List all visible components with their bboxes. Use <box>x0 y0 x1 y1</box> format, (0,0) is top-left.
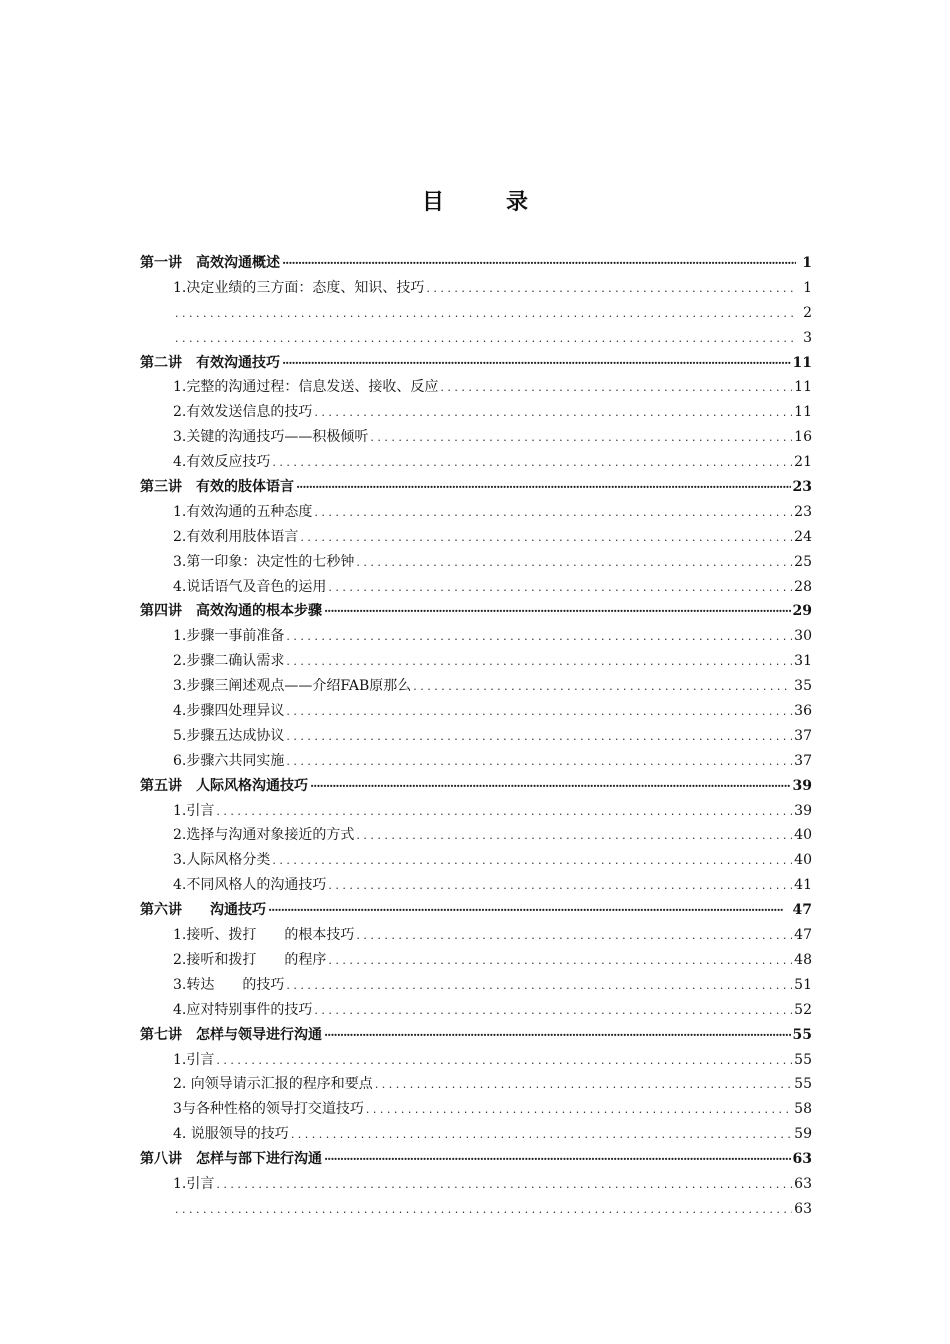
toc-entry-label: 2.选择与沟通对象接近的方式 <box>173 827 355 844</box>
dot-leader <box>356 550 792 576</box>
toc-chapter-entry[interactable] <box>140 898 812 923</box>
toc-page-number: 1 <box>803 279 812 296</box>
toc-page-number: 39 <box>794 802 812 819</box>
dot-leader <box>324 599 791 624</box>
toc-section-entry[interactable] <box>140 873 812 898</box>
toc-page-number: 55 <box>794 1076 812 1093</box>
toc-page-number: 37 <box>794 727 812 744</box>
toc-entry-label: 1.引言 <box>173 802 215 819</box>
toc-entry-label: 2.有效利用肢体语言 <box>173 528 299 545</box>
dot-leader <box>286 699 792 725</box>
toc-section-entry[interactable] <box>140 326 812 351</box>
toc-entry-label: 1.引言 <box>173 1175 215 1192</box>
dot-leader <box>300 525 792 551</box>
toc-section-entry[interactable] <box>140 301 812 326</box>
toc-page-number: 31 <box>794 653 812 670</box>
dot-leader <box>296 475 791 500</box>
toc-section-entry[interactable] <box>140 375 812 400</box>
toc-page-number: 11 <box>794 379 812 396</box>
dot-leader <box>216 1172 792 1198</box>
toc-section-entry[interactable] <box>140 500 812 525</box>
toc-entry-label: 2. 向领导请示汇报的程序和要点 <box>173 1076 373 1093</box>
toc-entry-label: 3.关键的沟通技巧——积极倾听 <box>173 429 369 446</box>
toc-section-entry[interactable] <box>140 550 812 575</box>
dot-leader <box>286 749 792 775</box>
dot-leader <box>291 1122 792 1148</box>
toc-entry-label: 3.人际风格分类 <box>173 852 271 869</box>
dot-leader <box>328 873 792 899</box>
dot-leader <box>314 500 792 526</box>
toc-page-number: 63 <box>794 1200 812 1217</box>
dot-leader <box>216 799 792 825</box>
toc-page-number: 58 <box>794 1101 812 1118</box>
toc-page-number: 52 <box>794 1001 812 1018</box>
toc-entry-label: 1.引言 <box>173 1051 215 1068</box>
toc-page-number: 29 <box>792 603 812 620</box>
dot-leader <box>175 1197 792 1223</box>
toc-page-number: 24 <box>794 528 812 545</box>
toc-chapter-entry[interactable] <box>140 475 812 500</box>
dot-leader <box>375 1072 792 1098</box>
title-char-2: 录 <box>506 189 529 215</box>
toc-entry-label: 第八讲 怎样与部下进行沟通 <box>140 1151 322 1168</box>
dot-leader <box>440 375 792 401</box>
toc-section-entry[interactable] <box>140 799 812 824</box>
toc-entry-label: 3与各种性格的领导打交道技巧 <box>173 1101 364 1118</box>
toc-section-entry[interactable] <box>140 848 812 873</box>
toc-chapter-entry[interactable] <box>140 1147 812 1172</box>
dot-leader <box>328 948 792 974</box>
toc-section-entry[interactable] <box>140 425 812 450</box>
toc-entry-label: 第七讲 怎样与领导进行沟通 <box>140 1026 322 1043</box>
toc-chapter-entry[interactable] <box>140 599 812 624</box>
toc-entry-label: 4. 说服领导的技巧 <box>173 1126 289 1143</box>
dot-leader <box>175 326 796 352</box>
toc-section-entry[interactable] <box>140 998 812 1023</box>
toc-entry-label: 1.有效沟通的五种态度 <box>173 503 313 520</box>
toc-entry-label: 4.说话语气及音色的运用 <box>173 578 327 595</box>
toc-page-number: 41 <box>794 877 812 894</box>
toc-section-entry[interactable] <box>140 624 812 649</box>
toc-page-number: 47 <box>794 927 812 944</box>
toc-entry-label: 第一讲 高效沟通概述 <box>140 255 280 271</box>
toc-section-entry[interactable] <box>140 1048 812 1073</box>
toc-entry-label: 第六讲 沟通技巧 <box>140 902 266 919</box>
toc-entry-label: 1.决定业绩的三方面：态度、知识、技巧 <box>173 279 425 296</box>
toc-page-number: 63 <box>794 1175 812 1192</box>
toc-entry-label: 4.有效反应技巧 <box>173 454 271 471</box>
dot-leader <box>272 450 792 476</box>
toc-section-entry[interactable] <box>140 1122 812 1147</box>
dot-leader <box>324 1023 791 1048</box>
dot-leader <box>324 1147 791 1172</box>
toc-section-entry[interactable] <box>140 1197 812 1222</box>
toc-page-number: 47 <box>792 902 812 919</box>
toc-page-number: 37 <box>794 752 812 769</box>
toc-entry-label: 第四讲 高效沟通的根本步骤 <box>140 603 322 620</box>
dot-leader <box>426 276 796 302</box>
toc-section-entry[interactable] <box>140 1172 812 1197</box>
toc-entry-label: 4.不同风格人的沟通技巧 <box>173 877 327 894</box>
toc-entry-label: 6.步骤六共同实施 <box>173 752 285 769</box>
toc-entry-label: 5.步骤五达成协议 <box>173 727 285 744</box>
toc-section-entry[interactable] <box>140 276 812 301</box>
dot-leader <box>286 724 792 750</box>
toc-section-entry[interactable] <box>140 525 812 550</box>
toc-page-number: 11 <box>792 354 812 371</box>
toc-page-number: 51 <box>794 976 812 993</box>
toc-section-entry[interactable] <box>140 674 812 699</box>
toc-entry-label: 2.步骤二确认需求 <box>173 653 285 670</box>
toc-page-number: 1 <box>802 255 812 271</box>
dot-leader <box>314 400 792 426</box>
toc-section-entry[interactable] <box>140 948 812 973</box>
dot-leader <box>370 425 792 451</box>
toc-chapter-entry[interactable] <box>140 251 812 276</box>
toc-page-number: 39 <box>792 777 812 794</box>
toc-entry-label: 1.完整的沟通过程：信息发送、接收、反应 <box>173 379 439 396</box>
toc-section-entry[interactable] <box>140 823 812 848</box>
toc-section-entry[interactable] <box>140 749 812 774</box>
toc-entry-label: 4.步骤四处理异议 <box>173 703 285 720</box>
toc-page-number: 25 <box>794 553 812 570</box>
dot-leader <box>356 923 792 949</box>
toc-section-entry[interactable] <box>140 649 812 674</box>
toc-page-number: 48 <box>794 951 812 968</box>
toc-entry-label: 第三讲 有效的肢体语言 <box>140 479 294 496</box>
dot-leader <box>282 351 791 376</box>
table-of-contents <box>140 251 812 1222</box>
toc-page-number: 59 <box>794 1126 812 1143</box>
dot-leader <box>286 649 792 675</box>
dot-leader <box>286 624 792 650</box>
toc-page-number: 40 <box>794 852 812 869</box>
toc-page-number: 63 <box>792 1151 812 1168</box>
toc-page-number: 11 <box>794 404 812 421</box>
dot-leader <box>216 1048 792 1074</box>
dot-leader <box>366 1097 792 1123</box>
dot-leader <box>282 251 796 276</box>
toc-entry-label: 3.步骤三阐述观点——介绍FAB原那么 <box>173 678 412 695</box>
toc-section-entry[interactable] <box>140 575 812 600</box>
toc-section-entry[interactable] <box>140 973 812 998</box>
toc-page-number: 2 <box>803 304 812 321</box>
title-char-1: 目 <box>421 189 444 215</box>
toc-section-entry[interactable] <box>140 724 812 749</box>
toc-section-entry[interactable] <box>140 1072 812 1097</box>
toc-entry-label: 1.步骤一事前准备 <box>173 628 285 645</box>
dot-leader <box>413 674 792 700</box>
toc-page-number: 55 <box>792 1026 812 1043</box>
toc-section-entry[interactable] <box>140 1097 812 1122</box>
toc-entry-label: 第二讲 有效沟通技巧 <box>140 354 280 371</box>
toc-section-entry[interactable] <box>140 450 812 475</box>
dot-leader <box>314 998 792 1024</box>
toc-page-number: 55 <box>794 1051 812 1068</box>
toc-page-number: 28 <box>794 578 812 595</box>
toc-entry-label: 2.有效发送信息的技巧 <box>173 404 313 421</box>
toc-page-number: 21 <box>794 454 812 471</box>
toc-page-number: 40 <box>794 827 812 844</box>
toc-page-number: 16 <box>794 429 812 446</box>
dot-leader <box>175 301 796 327</box>
toc-entry-label: 4.应对特别事件的技巧 <box>173 1001 313 1018</box>
toc-entry-label: 3.转达 的技巧 <box>173 976 285 993</box>
toc-section-entry[interactable] <box>140 923 812 948</box>
toc-page-number: 23 <box>794 503 812 520</box>
toc-section-entry[interactable] <box>140 400 812 425</box>
toc-entry-label: 第五讲 人际风格沟通技巧 <box>140 777 308 794</box>
toc-page-number: 23 <box>792 479 812 496</box>
toc-chapter-entry[interactable] <box>140 351 812 376</box>
toc-chapter-entry[interactable] <box>140 1023 812 1048</box>
toc-entry-label: 2.接听和拨打 的程序 <box>173 951 327 968</box>
toc-title <box>0 185 950 216</box>
dot-leader <box>356 823 792 849</box>
toc-page-number: 3 <box>803 329 812 346</box>
toc-page-number: 30 <box>794 628 812 645</box>
dot-leader <box>328 575 792 601</box>
toc-entry-label: 1.接听、拨打 的根本技巧 <box>173 927 355 944</box>
dot-leader <box>286 973 792 999</box>
dot-leader <box>310 774 791 799</box>
toc-page-number: 35 <box>794 678 812 695</box>
toc-section-entry[interactable] <box>140 699 812 724</box>
toc-entry-label: 3.第一印象：决定性的七秒钟 <box>173 553 355 570</box>
toc-page-number: 36 <box>794 703 812 720</box>
dot-leader <box>268 898 791 923</box>
dot-leader <box>272 848 792 874</box>
toc-chapter-entry[interactable] <box>140 774 812 799</box>
